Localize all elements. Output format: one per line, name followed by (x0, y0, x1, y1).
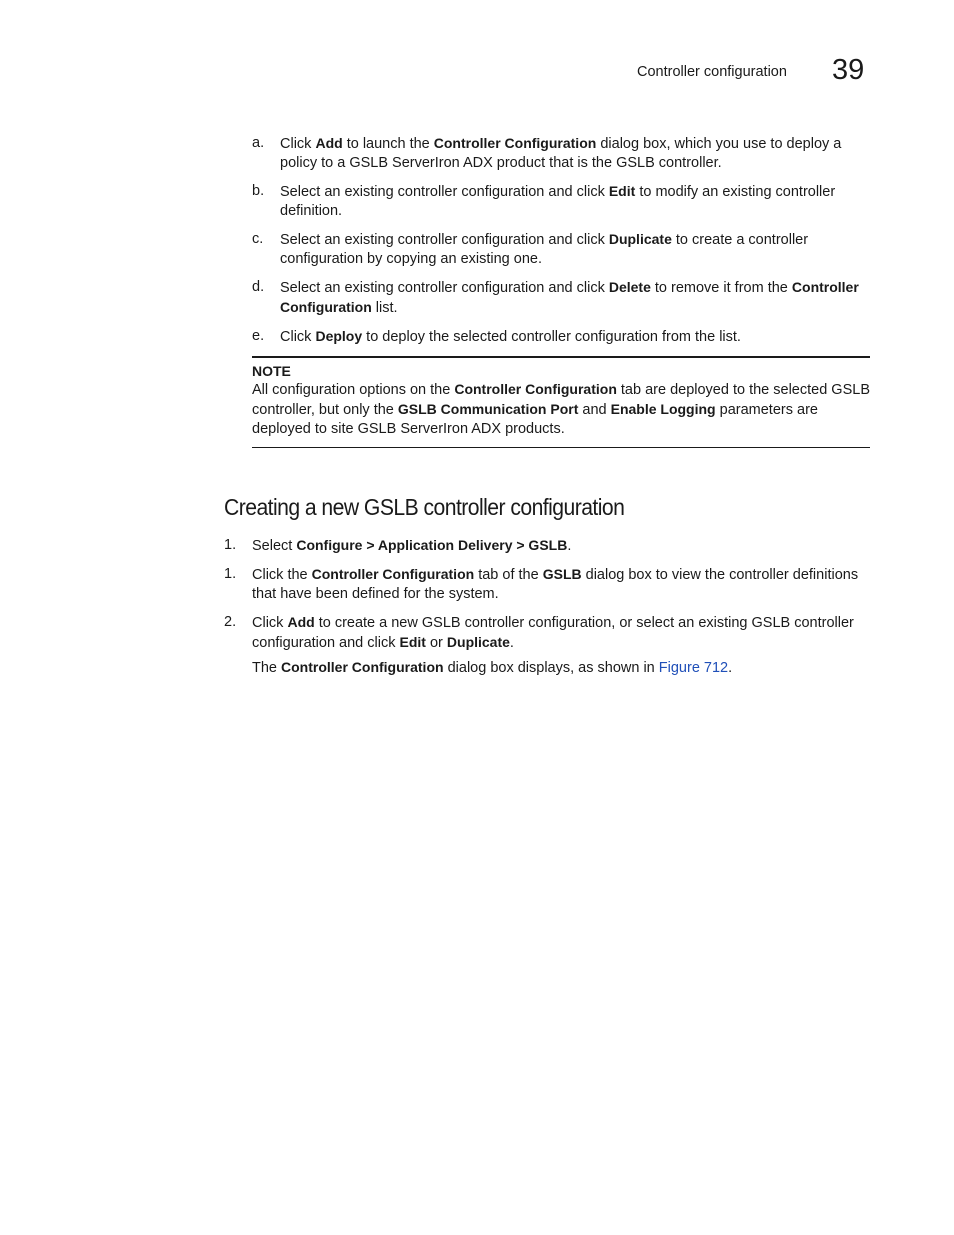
list-marker: 1. (224, 537, 237, 553)
ui-term: Controller Configuration (281, 659, 444, 675)
list-item-text: Click Deploy to deploy the selected controller configuration from the list. (280, 328, 741, 345)
list-item-text: Select Configure > Application Delivery > GSLB. (252, 537, 572, 554)
ui-term: Delete (608, 279, 651, 295)
ui-term: Enable Logging (610, 401, 716, 417)
list-marker: a. (252, 135, 265, 151)
ui-term: Controller Configuration (280, 279, 859, 315)
substep-list (252, 134, 872, 356)
ui-term: Deploy (315, 328, 363, 344)
note-label: NOTE (252, 363, 291, 379)
procedure-steps (224, 536, 872, 662)
list-item (224, 613, 872, 653)
ui-term: Configure > Application Delivery > GSLB (296, 537, 568, 553)
ui-term: GSLB (542, 566, 582, 582)
figure-link[interactable]: Figure 712 (658, 660, 729, 676)
note-box (252, 356, 870, 448)
list-item-text: Click Add to launch the Controller Configuration dialog box, which you use to deploy a policy to a GSLB ServerIron ADX product that is the GSLB controller. (280, 135, 842, 171)
ui-term: Controller Configuration (433, 135, 597, 151)
list-item (252, 134, 872, 173)
ui-term: GSLB Communication Port (397, 401, 579, 417)
list-item (224, 536, 872, 556)
ui-term: Edit (608, 183, 636, 199)
list-marker: e. (252, 328, 265, 344)
list-item-text: Click Add to create a new GSLB controller configuration, or select an existing GSLB controller configuration and click Edit or Duplicate. (252, 614, 854, 651)
list-item (252, 327, 872, 347)
list-item-text: Select an existing controller configuration and click Duplicate to create a controller configuration by copying an existing one. (280, 231, 809, 267)
follow-paragraph: The Controller Configuration dialog box displays, as shown in Figure 712. (252, 659, 733, 676)
list-item (252, 278, 872, 318)
list-item (224, 565, 872, 604)
list-item-text: Select an existing controller configuration and click Delete to remove it from the Controller Configuration list. (280, 279, 859, 316)
ui-term: Duplicate (446, 634, 510, 650)
ui-term: Add (315, 135, 343, 151)
list-item (252, 182, 872, 221)
list-item-text: Select an existing controller configuration and click Edit to modify an existing controller definition. (280, 183, 836, 219)
ui-term: Duplicate (608, 231, 672, 247)
list-item-text: Click the Controller Configuration tab of the GSLB dialog box to view the controller definitions that have been defined for the system. (252, 566, 859, 602)
section-heading: Creating a new GSLB controller configuration (224, 494, 625, 520)
list-marker: 2. (224, 614, 237, 630)
list-marker: d. (252, 279, 265, 295)
ui-term: Add (287, 614, 315, 630)
ui-term: Controller Configuration (311, 566, 475, 582)
ui-term: Edit (399, 634, 426, 650)
ui-term: Controller Configuration (454, 381, 617, 397)
list-marker: b. (252, 183, 265, 199)
note-text: All configuration options on the Controller Configuration tab are deployed to the selected GSLB controller, but only the GSLB Communication Port and Enable Logging parameters are deployed to site GSLB ServerIron ADX products. (252, 381, 870, 437)
running-header-title: Controller configuration (637, 64, 787, 80)
list-item (252, 230, 872, 269)
list-marker: 1. (224, 566, 237, 582)
chapter-number: 39 (832, 54, 865, 86)
list-marker: c. (252, 231, 264, 247)
